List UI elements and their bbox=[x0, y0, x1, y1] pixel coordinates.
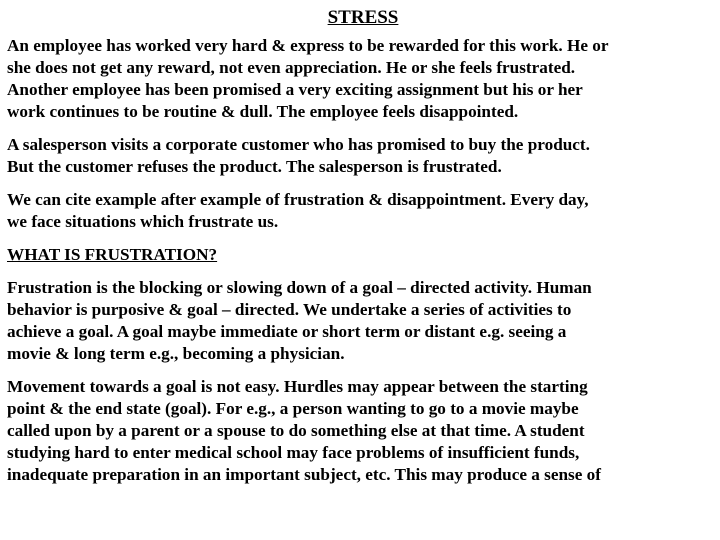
section-heading: WHAT IS FRUSTRATION? bbox=[7, 245, 218, 264]
paragraph-line: we face situations which frustrate us. bbox=[7, 212, 279, 231]
paragraph-line: achieve a goal. A goal maybe immediate or short term or distant e.g. seeing a bbox=[7, 322, 567, 341]
paragraph-line: point & the end state (goal). For e.g., a person wanting to go to a movie maybe bbox=[7, 399, 579, 418]
document-page bbox=[7, 0, 715, 540]
paragraph-3 bbox=[7, 189, 715, 233]
paragraph-1 bbox=[7, 35, 715, 123]
document-title: STRESS bbox=[327, 7, 399, 28]
paragraph-line: But the customer refuses the product. The salesperson is frustrated. bbox=[7, 157, 502, 176]
paragraph-4 bbox=[7, 277, 715, 365]
paragraph-line: studying hard to enter medical school may face problems of insufficient funds, bbox=[7, 443, 580, 462]
paragraph-line: she does not get any reward, not even appreciation. He or she feels frustrated. bbox=[7, 58, 576, 77]
paragraph-line: An employee has worked very hard & express to be rewarded for this work. He or bbox=[7, 36, 609, 55]
paragraph-line: called upon by a parent or a spouse to do something else at that time. A student bbox=[7, 421, 585, 440]
paragraph-line: Movement towards a goal is not easy. Hurdles may appear between the starting bbox=[7, 377, 588, 396]
paragraph-line: Frustration is the blocking or slowing down of a goal – directed activity. Human bbox=[7, 278, 592, 297]
paragraph-line: work continues to be routine & dull. The employee feels disappointed. bbox=[7, 102, 519, 121]
paragraph-line: inadequate preparation in an important subject, etc. This may produce a sense of bbox=[7, 465, 601, 484]
paragraph-2 bbox=[7, 134, 715, 178]
paragraph-line: behavior is purposive & goal – directed. We undertake a series of activities to bbox=[7, 300, 572, 319]
paragraph-line: movie & long term e.g., becoming a physician. bbox=[7, 344, 345, 363]
paragraph-line: A salesperson visits a corporate customer who has promised to buy the product. bbox=[7, 135, 590, 154]
paragraph-5 bbox=[7, 376, 715, 486]
paragraph-line: Another employee has been promised a very exciting assignment but his or her bbox=[7, 80, 583, 99]
paragraph-line: We can cite example after example of frustration & disappointment. Every day, bbox=[7, 190, 589, 209]
